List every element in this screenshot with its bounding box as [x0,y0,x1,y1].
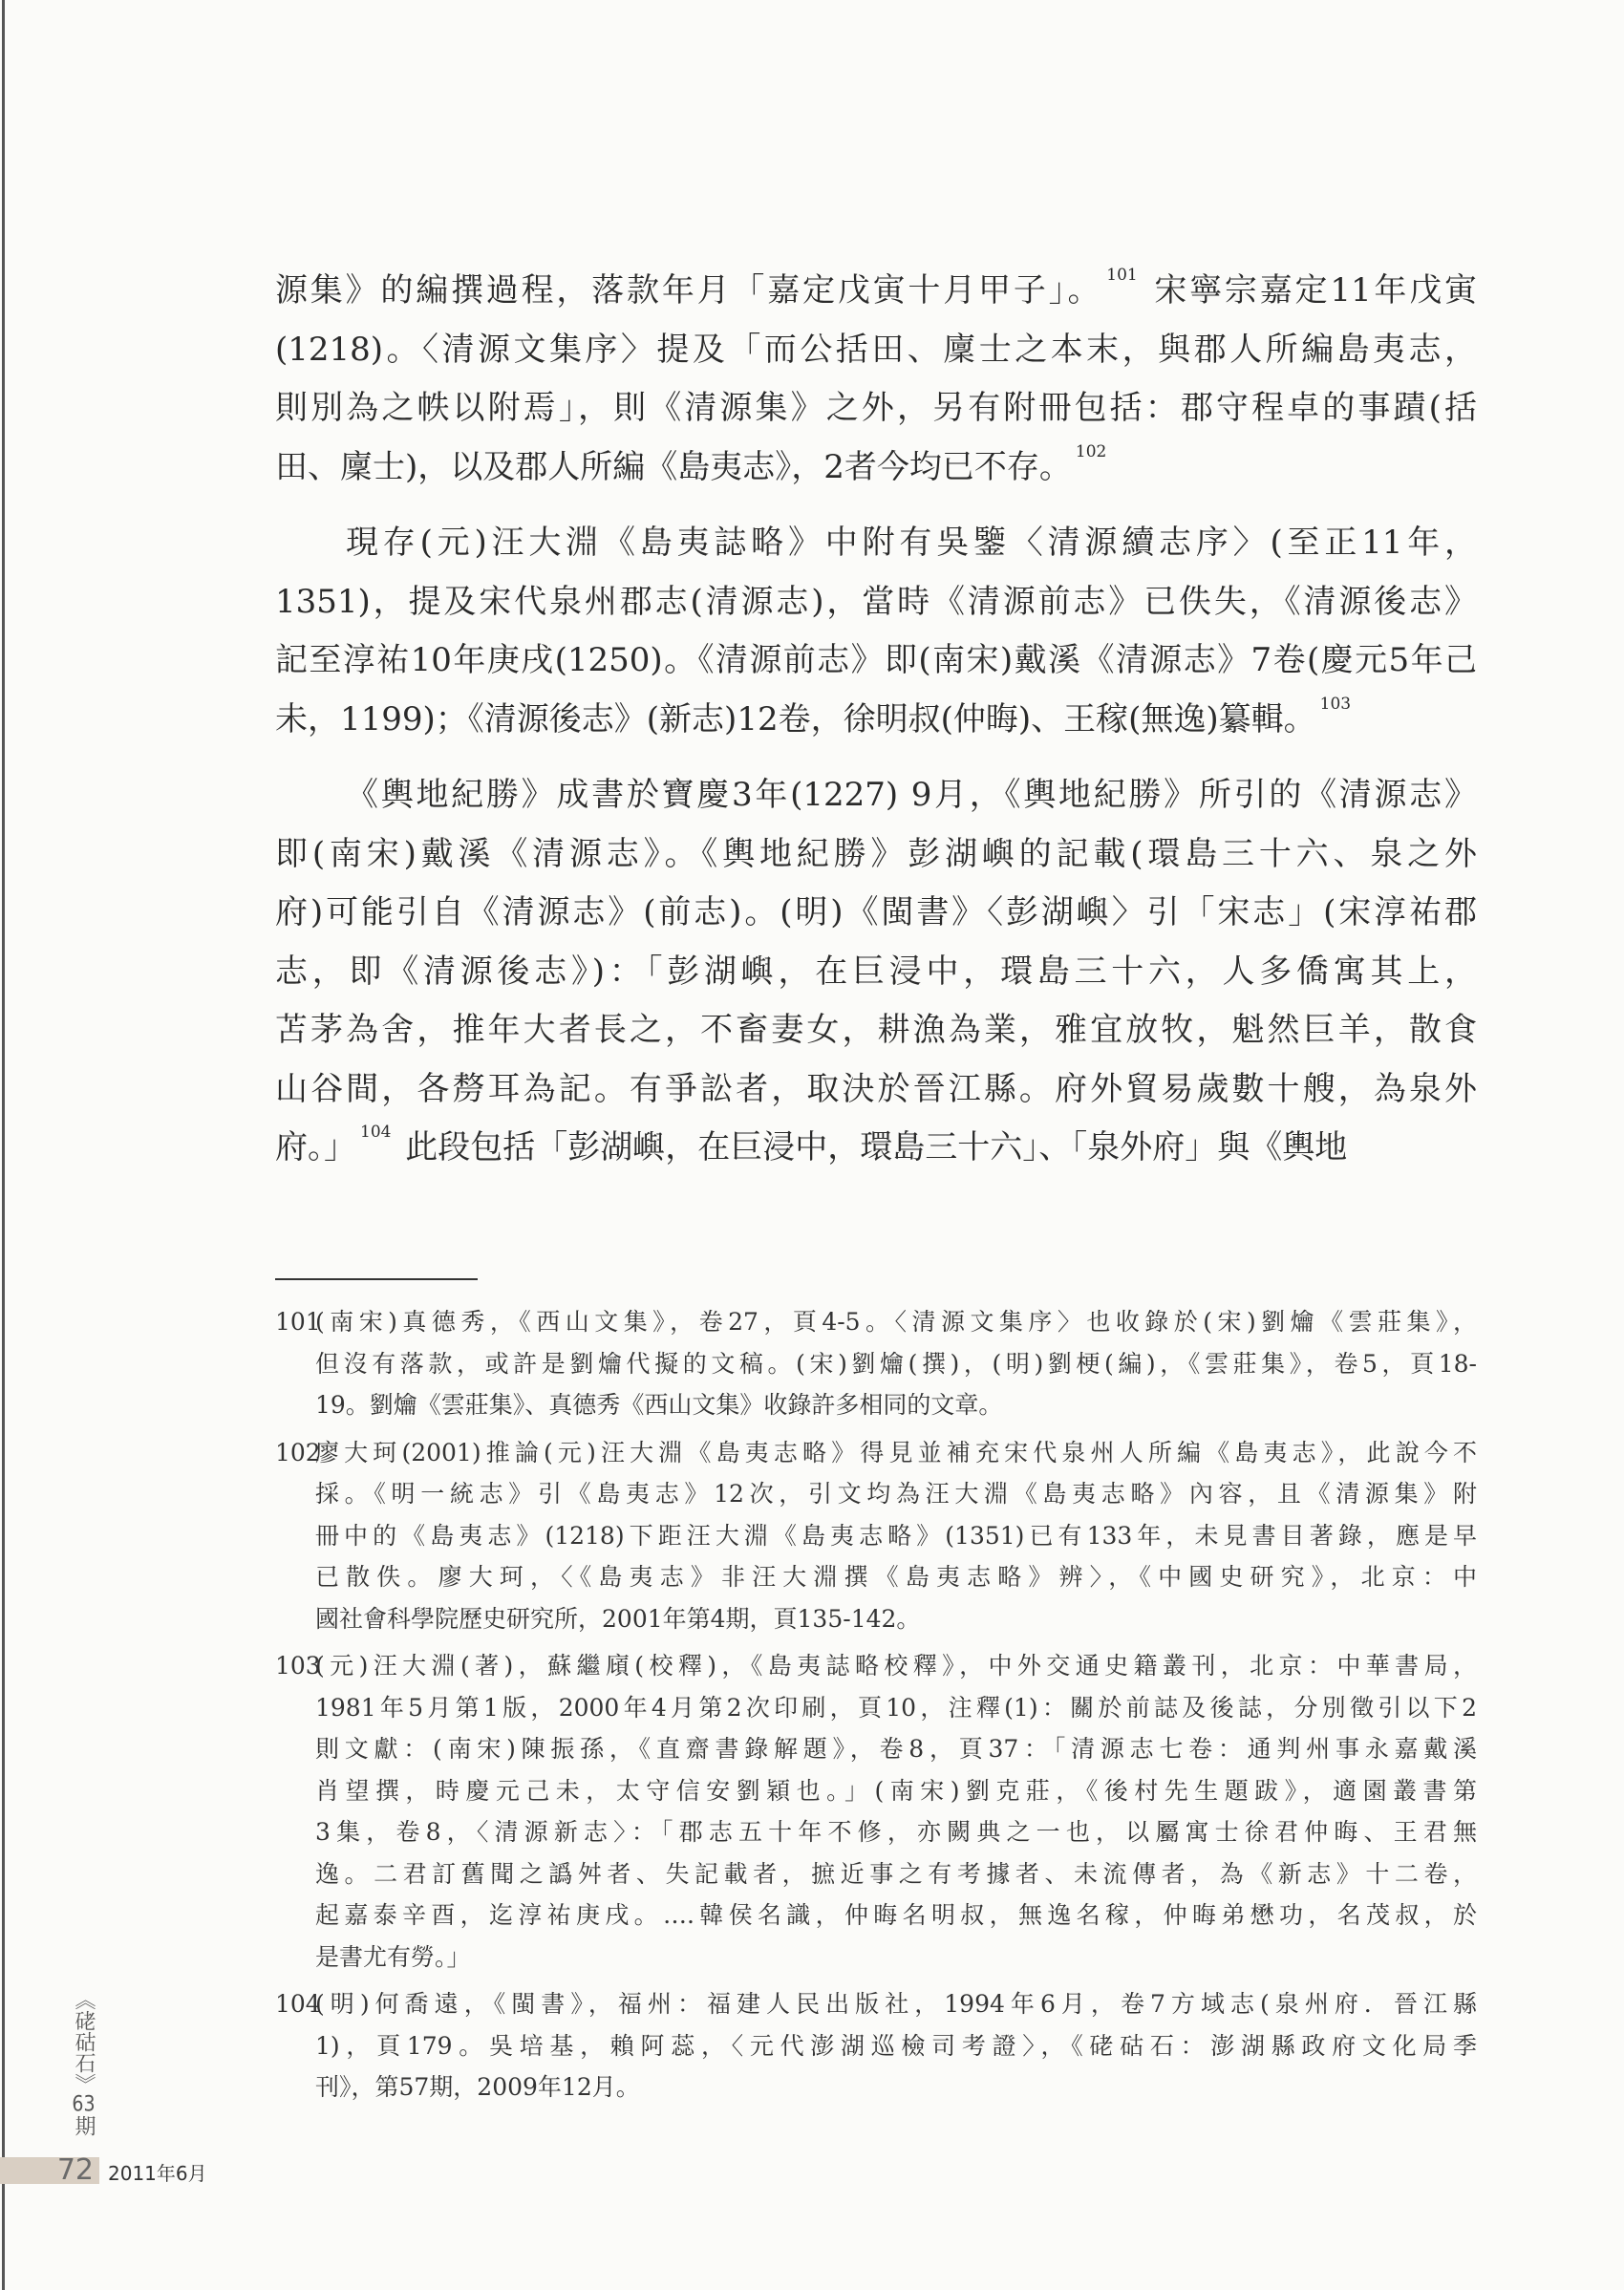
text-line [275,573,1477,632]
footnote-line: (元)汪大淵(著)，蘇繼廎(校釋)，《島夷誌略校釋》，中外交通史籍叢刊，北京：中華書局， [315,1652,1477,1680]
text-line [275,379,1477,439]
running-journal-title [71,1989,96,2136]
footnote-line: 國社會科學院歷史研究所，2001年第4期，頁135-142。 [315,1604,921,1633]
line-text: 田、廩士)，以及郡人所編《島夷志》，2者今均已不存。 [275,447,1072,486]
line-text: 未，1199)；《清源後志》(新志)12卷，徐明叔(仲晦)、王稼(無逸)纂輯。 [275,699,1316,738]
line-text: 則別為之帙以附焉」，則《清源集》之外，另有附冊包括：郡守程卓的事蹟(括 [275,389,1477,427]
footnote-ref: 102 [1075,441,1107,461]
footnote-separator [275,1278,478,1280]
text-line [275,766,1477,825]
line-text: 此段包括「彭湖嶼，在巨浸中，環島三十六」、「泉外府」與《輿地 [395,1128,1348,1166]
line-text: 源集》的編撰過程，落款年月「嘉定戊寅十月甲子」。 [275,271,1103,310]
page-edge-line [2,0,5,2290]
text-line [275,514,1477,573]
line-text: 山谷間，各剺耳為記。有爭訟者，取決於晉江縣。府外貿易歲數十艘，為泉外 [275,1069,1477,1108]
footnote-line: 刊》，第57期，2009年12月。 [315,2073,640,2101]
line-text: 《輿地紀勝》成書於寶慶3年(1227) 9月，《輿地紀勝》所引的《清源志》 [346,776,1477,814]
text-line [275,825,1477,885]
footnote [275,1983,1477,2108]
footnote [275,1645,1477,1978]
footnote-line: (明)何喬遠，《閩書》，福州：福建人民出版社，1994年6月，卷7方域志(泉州府．晉江縣 [315,1990,1477,2018]
footnote-line: 冊中的《島夷志》(1218)下距汪大淵《島夷志略》(1351)已有133年，未見書目著錄，應是早 [315,1521,1477,1550]
journal-title: 《硓𥑮石》 [72,1989,96,2094]
line-text: (1218)。〈清源文集序〉提及「而公括田、廩士之本末，與郡人所編島夷志， [275,330,1477,369]
text-line [275,1060,1477,1120]
footnote-line: 廖大珂(2001)推論(元)汪大淵《島夷志略》得見並補充宋代泉州人所編《島夷志》，此說今不 [315,1438,1477,1466]
footnote-line: 採。《明一統志》引《島夷志》12次，引文均為汪大淵《島夷志略》內容，且《清源集》附 [315,1480,1477,1508]
line-text: 1351)，提及宋代泉州郡志(清源志)，當時《清源前志》已佚失，《清源後志》 [275,582,1477,621]
page-number: 72 [56,2153,94,2187]
footnote-ref: 103 [1319,694,1352,714]
paragraph [275,262,1477,497]
footnote-line: 逸。二君訂舊聞之譌舛者、失記載者，摭近事之有考據者、未流傳者，為《新志》十二卷， [315,1859,1477,1888]
footnotes [275,1301,1477,2114]
text-line [275,943,1477,1002]
line-text: 府。」 [275,1128,356,1166]
footnote-line: (南宋)真德秀，《西山文集》，卷27，頁4-5。〈清源文集序〉也收錄於(宋)劉爚《雲莊集》， [315,1308,1477,1336]
footnote [275,1301,1477,1426]
text-line [275,691,1477,750]
text-line [275,884,1477,943]
footnote-ref: 104 [360,1123,392,1142]
footnote-number: 103 [275,1652,321,1680]
line-text: 即(南宋)戴溪《清源志》。《輿地紀勝》彭湖嶼的記載(環島三十六、泉之外 [275,834,1477,873]
paragraph [275,514,1477,749]
text-line [275,1119,1477,1178]
line-text: 記至淳祐10年庚戌(1250)。《清源前志》即(南宋)戴溪《清源志》7卷(慶元5年己 [275,641,1477,679]
text-line [275,631,1477,691]
footnote-line: 是書尤有勞。」 [315,1942,471,1971]
text-line [275,1001,1477,1060]
issue-date: 2011年6月 [108,2162,207,2185]
body-text [275,262,1477,1195]
footnote-ref: 101 [1106,266,1138,285]
footnote-number: 102 [275,1438,321,1466]
footnote-line: 則文獻：(南宋)陳振孫，《直齋書錄解題》，卷8，頁37：「清源志七卷：通判州事永嘉戴溪 [315,1735,1477,1763]
footnote-line: 但沒有落款，或許是劉爚代擬的文稿。(宋)劉爚(撰)，(明)劉梗(編)，《雲莊集》，卷5，頁18- [315,1349,1477,1378]
line-text: 宋寧宗嘉定11年戊寅 [1141,271,1477,310]
footnote-line: 3集，卷8，〈清源新志〉：「郡志五十年不修，亦闕典之一也，以屬寓士徐君仲晦、王君無 [315,1818,1477,1846]
issue-suffix: 期 [72,2115,96,2136]
footnote-line: 19。劉爚《雲莊集》、真德秀《西山文集》收錄許多相同的文章。 [315,1391,1003,1419]
footnote [275,1432,1477,1640]
footnote-line: 起嘉泰辛酉，迄淳祐庚戌。….韓侯名識，仲晦名明叔，無逸名稼，仲晦弟懋功，名茂叔，於 [315,1901,1477,1929]
footnote-line: 1)，頁179。吳培基，賴阿蕊，〈元代澎湖巡檢司考證〉，《硓𥑮石：澎湖縣政府文化局季 [315,2031,1477,2060]
footnote-line: 1981年5月第1版，2000年4月第2次印刷，頁10，注釋(1)：關於前誌及後誌，分別徵引以下2 [315,1693,1477,1722]
footnote-number: 104 [275,1990,321,2018]
paragraph [275,766,1477,1178]
text-line [275,262,1477,321]
page-number-box [0,2153,99,2187]
footnote-line: 肖望撰，時慶元己未，太守信安劉穎也。」(南宋)劉克莊，《後村先生題跋》，適園叢書第 [315,1776,1477,1805]
line-text: 苫茅為舍，推年大者長之，不畜妻女，耕漁為業，雅宜放牧，魁然巨羊，散食 [275,1011,1477,1049]
footnote-line: 已散佚。廖大珂，〈《島夷志》非汪大淵撰《島夷志略》辨〉，《中國史研究》，北京：中 [315,1563,1477,1591]
text-line [275,439,1477,498]
line-text: 現存(元)汪大淵《島夷誌略》中附有吳鑒〈清源續志序〉(至正11年， [346,524,1477,562]
issue-number: 63 [72,2094,96,2115]
footnote-number: 101 [275,1308,321,1336]
line-text: 志，即《清源後志》)：「彭湖嶼，在巨浸中，環島三十六，人多僑寓其上， [275,952,1477,991]
text-line [275,321,1477,380]
line-text: 府)可能引自《清源志》(前志)。(明)《閩書》〈彭湖嶼〉引「宋志」(宋淳祐郡 [275,893,1477,931]
